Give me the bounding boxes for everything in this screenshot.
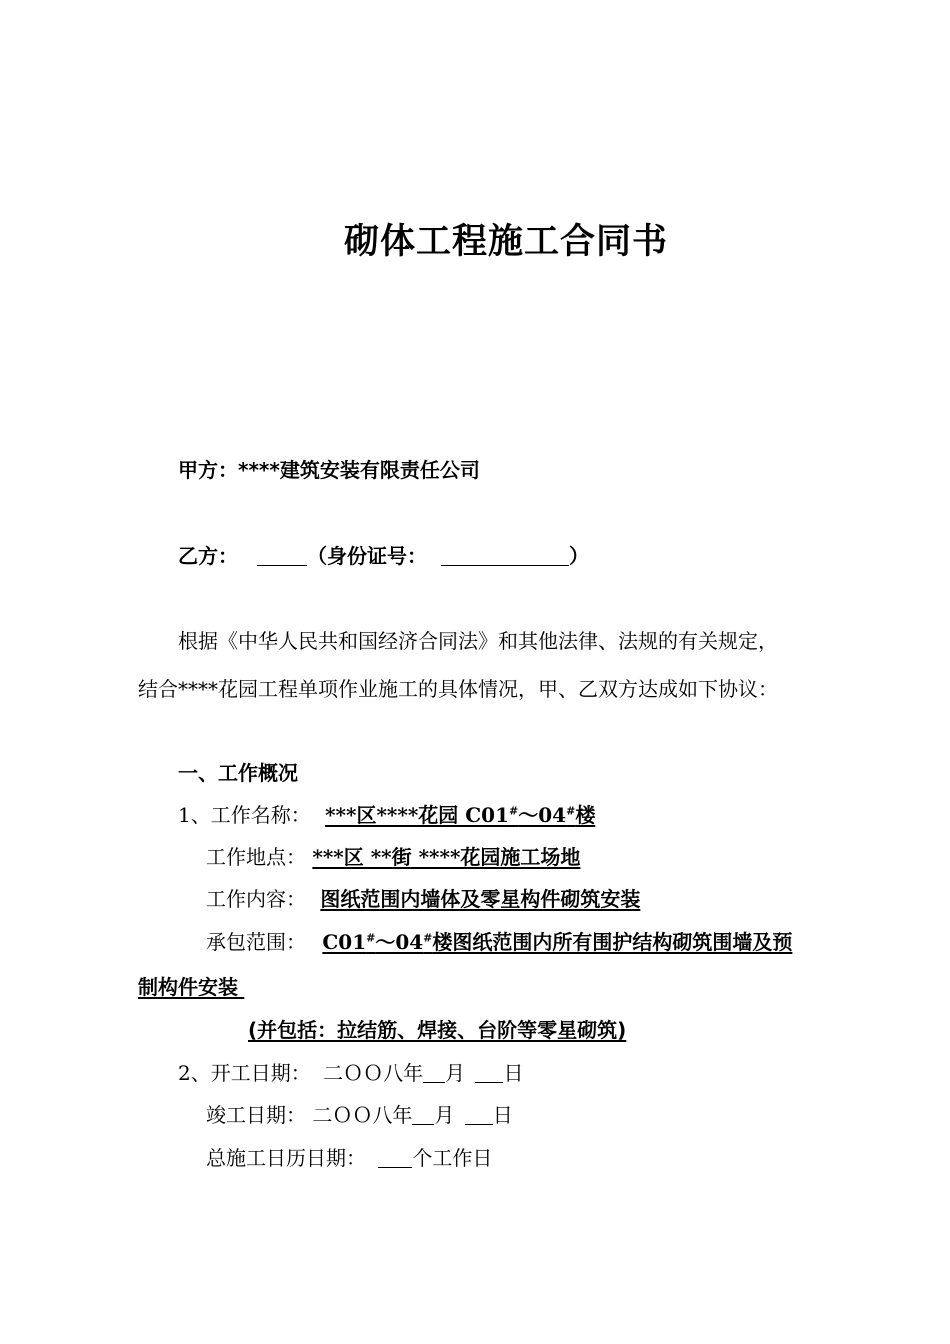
scope-line xyxy=(206,926,792,955)
scope-value-b: ～04 xyxy=(375,930,424,954)
start-date-line xyxy=(178,1057,523,1086)
work-name-line xyxy=(178,799,595,828)
end-date-year: 二ＯＯ八年 xyxy=(312,1103,413,1127)
work-content-value: 图纸范围内墙体及零星构件砌筑安装 xyxy=(320,887,641,911)
section-1-heading: 一、工作概况 xyxy=(178,761,298,785)
scope-value-c: 楼图纸范围内所有围护结构砌筑围墙及预 xyxy=(432,930,793,954)
party-b-id-blank[interactable] xyxy=(441,545,569,566)
party-b-line xyxy=(178,540,589,569)
work-name-value-a: ***区****花园 C01 xyxy=(325,803,510,827)
document-title: 砌体工程施工合同书 xyxy=(343,222,668,262)
party-b-label: 乙方： xyxy=(178,544,238,568)
scope-value-d: 制构件安装 xyxy=(138,975,238,999)
end-month-label: 月 xyxy=(434,1103,455,1127)
work-name-sup-1: # xyxy=(509,804,519,818)
end-day-blank[interactable] xyxy=(465,1104,493,1125)
work-location-value: ***区 **街 ****花园施工场地 xyxy=(312,845,581,869)
scope-value-a: C01 xyxy=(322,930,367,954)
start-day-label: 日 xyxy=(503,1061,524,1085)
start-day-blank[interactable] xyxy=(475,1062,503,1083)
work-name-value xyxy=(325,803,595,827)
start-month-label: 月 xyxy=(445,1061,466,1085)
scope-sup-2: # xyxy=(423,931,433,945)
end-month-blank[interactable] xyxy=(412,1104,434,1125)
scope-note-line xyxy=(248,1014,626,1043)
work-name-label: 1、工作名称： xyxy=(178,803,311,827)
end-date-label: 竣工日期： xyxy=(206,1103,306,1127)
scope-value xyxy=(322,930,792,954)
end-day-label: 日 xyxy=(492,1103,513,1127)
work-content-line xyxy=(206,883,640,912)
work-location-label: 工作地点： xyxy=(206,845,306,869)
scope-note: (并包括：拉结筋、焊接、台阶等零星砌筑) xyxy=(248,1018,627,1042)
scope-label: 承包范围： xyxy=(206,930,306,954)
work-location-line xyxy=(206,841,580,870)
total-days-line xyxy=(206,1142,492,1171)
party-b-close: ） xyxy=(568,544,589,568)
party-a-label: 甲方： xyxy=(178,458,238,482)
scope-line-2 xyxy=(138,971,248,1000)
party-b-name-blank[interactable] xyxy=(257,545,307,566)
scope-underline-tail xyxy=(238,975,248,999)
intro-line-2: 结合****花园工程单项作业施工的具体情况，甲、乙双方达成如下协议： xyxy=(138,677,778,701)
party-a-line xyxy=(178,454,480,483)
party-b-id-label: （身份证号： xyxy=(306,544,427,568)
total-days-blank[interactable] xyxy=(378,1147,412,1168)
work-content-label: 工作内容： xyxy=(206,887,306,911)
total-days-label: 总施工日历日期： xyxy=(206,1146,366,1170)
scope-sup-1: # xyxy=(366,931,376,945)
party-a-value: ****建筑安装有限责任公司 xyxy=(238,458,480,482)
total-days-suffix: 个工作日 xyxy=(412,1146,493,1170)
work-name-value-c: 楼 xyxy=(575,803,596,827)
work-name-value-b: ～04 xyxy=(518,803,567,827)
start-date-label: 2、开工日期： xyxy=(178,1061,311,1085)
work-name-sup-2: # xyxy=(566,804,576,818)
start-date-year: 二ＯＯ八年 xyxy=(323,1061,424,1085)
start-month-blank[interactable] xyxy=(423,1062,445,1083)
intro-line-1: 根据《中华人民共和国经济合同法》和其他法律、法规的有关规定， xyxy=(178,629,778,653)
end-date-line xyxy=(206,1099,513,1128)
